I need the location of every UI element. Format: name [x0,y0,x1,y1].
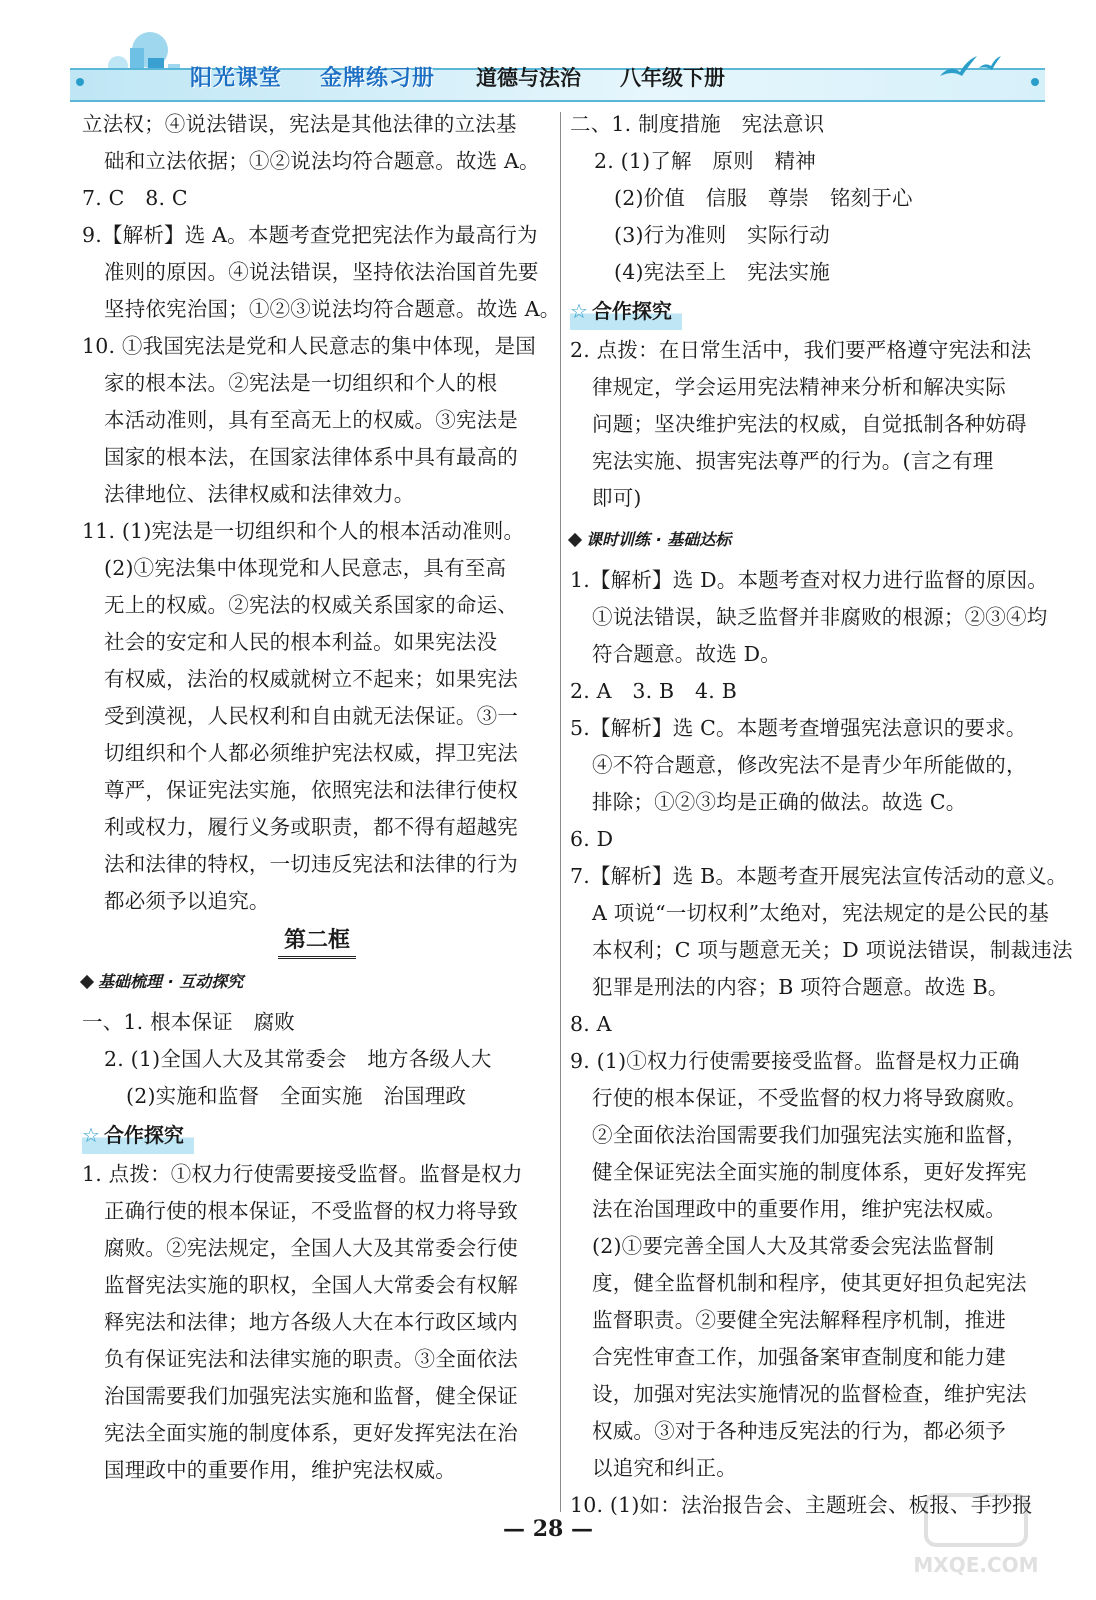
text-line: 监督宪法实施的职权，全国人大常委会有权解 [104,1273,518,1297]
text-line: 社会的安定和人民的根本利益。如果宪法没 [104,630,498,654]
birds-icon [935,46,1005,86]
text-line: 负有保证宪法和法律实施的职责。③全面依法 [104,1347,518,1371]
star-icon: ☆ [82,1123,100,1147]
text-line: (2)①宪法集中体现党和人民意志，具有至高 [104,556,507,580]
section-tag [82,963,552,1000]
text-line: A 项说“一切权利”太绝对，宪法规定的是公民的基 [592,901,1050,925]
text-line: ②全面依法治国需要我们加强宪法实施和监督， [592,1123,1027,1147]
section-tag [570,521,1050,558]
text-line: (2)价值 信服 尊崇 铭刻于心 [614,186,913,210]
text-line: (2)实施和监督 全面实施 治国理政 [126,1084,467,1108]
text-line: 家的根本法。②宪法是一切组织和个人的根 [104,371,498,395]
text-line: 无上的权威。②宪法的权威关系国家的命运、 [104,593,518,617]
text-line: 国家的根本法，在国家法律体系中具有最高的 [104,445,518,469]
text-line: 律规定，学会运用宪法精神来分析和解决实际 [592,375,1006,399]
text-line: 10. ①我国宪法是党和人民意志的集中体现，是国 [82,334,536,358]
text-line: 2. 点拨：在日常生活中，我们要严格遵守宪法和法 [570,338,1032,362]
text-line: 法律地位、法律权威和法律效力。 [104,482,415,506]
text-line: 合宪性审查工作，加强备案审查制度和能力建 [592,1345,1006,1369]
text-line: 1.【解析】选 D。本题考查对权力进行监督的原因。 [570,568,1049,592]
text-line: (3)行为准则 实际行动 [614,223,830,247]
text-line: 度，健全监督机制和程序，使其更好担负起宪法 [592,1271,1027,1295]
text-line: 7.【解析】选 B。本题考查开展宪法宣传活动的意义。 [570,864,1068,888]
text-line: 二、1. 制度措施 宪法意识 [570,112,825,136]
text-line: 11. (1)宪法是一切组织和个人的根本活动准则。 [82,519,525,543]
text-line: 2. (1)全国人大及其常委会 地方各级人大 [104,1047,492,1071]
text-line: 1. 点拨：①权力行使需要接受监督。监督是权力 [82,1162,523,1186]
text-line: (4)宪法至上 宪法实施 [614,260,830,284]
text-line: 9. (1)①权力行使需要接受监督。监督是权力正确 [570,1049,1020,1073]
page-number: — 28 — [503,1516,593,1542]
coop-heading [570,293,682,330]
text-line: 以追究和纠正。 [592,1456,737,1480]
grade-title: 八年级下册 [620,66,725,90]
page-header [70,28,1045,100]
coop-heading-text: 合作探究 [591,299,672,323]
text-line: 立法权；④说法错误，宪法是其他法律的立法基 [82,112,517,136]
text-line: 排除；①②③均是正确的做法。故选 C。 [592,790,967,814]
subject-title: 道德与法治 [476,66,581,90]
text-line: 9.【解析】选 A。本题考查党把宪法作为最高行为 [82,223,538,247]
text-line: 2. (1)了解 原则 精神 [594,149,816,173]
text-line: 受到漠视，人民权利和自由就无法保证。③一 [104,704,518,728]
header-dot-left [76,78,84,86]
text-line: 法和法律的特权，一切违反宪法和法律的行为 [104,852,518,876]
text-line: 释宪法和法律；地方各级人大在本行政区域内 [104,1310,518,1334]
text-line: ④不符合题意，修改宪法不是青少年所能做的， [592,753,1027,777]
brand-title: 阳光课堂 [190,66,283,91]
text-line: 本权利；C 项与题意无关；D 项说法错误，制裁违法 [592,938,1073,962]
text-line: 监督职责。②要健全宪法解释程序机制，推进 [592,1308,1006,1332]
text-line: 国理政中的重要作用，维护宪法权威。 [104,1458,456,1482]
text-line: 6. D [570,827,614,851]
text-line: 7. C 8. C [82,186,188,210]
coop-heading-text: 合作探究 [103,1123,184,1147]
text-line: 一、1. 根本保证 腐败 [82,1010,295,1034]
text-line: 正确行使的根本保证，不受监督的权力将导致 [104,1199,518,1223]
section-tag-text: 基础梳理 · 互动探究 [98,972,244,991]
text-line: 健全保证宪法全面实施的制度体系，更好发挥宪 [592,1160,1027,1184]
diamond-icon [568,533,582,547]
text-line: 8. A [570,1012,612,1036]
text-line: 腐败。②宪法规定，全国人大及其常委会行使 [104,1236,518,1260]
text-line: 权威。③对于各种违反宪法的行为，都必须予 [592,1419,1006,1443]
header-dot-right [1031,78,1039,86]
text-line: 有权威，法治的权威就树立不起来；如果宪法 [104,667,518,691]
text-line: 宪法全面实施的制度体系，更好发挥宪法在治 [104,1421,518,1445]
text-line: 即可) [592,486,642,510]
text-line: 行使的根本保证，不受监督的权力将导致腐败。 [592,1086,1027,1110]
text-line: 问题；坚决维护宪法的权威，自觉抵制各种妨碍 [592,412,1027,436]
text-line: 础和立法依据；①②说法均符合题意。故选 A。 [104,149,540,173]
text-line: 都必须予以追究。 [104,889,270,913]
right-column [570,106,1073,1524]
section-tag-text: 课时训练 · 基础达标 [586,530,732,549]
text-line: 本活动准则，具有至高无上的权威。③宪法是 [104,408,518,432]
text-line: 10. (1)如：法治报告会、主题班会、板报、手抄报 [570,1493,1033,1517]
section-title [82,922,552,959]
text-line: 2. A 3. B 4. B [570,679,737,703]
text-line: 犯罪是刑法的内容；B 项符合题意。故选 B。 [592,975,1009,999]
watermark-text: MXQE.COM [913,1553,1039,1577]
left-column [82,106,561,1489]
text-line: 尊严，保证宪法实施，依照宪法和法律行使权 [104,778,518,802]
text-line: ①说法错误，缺乏监督并非腐败的根源；②③④均 [592,605,1048,629]
star-icon: ☆ [570,299,588,323]
text-line: 符合题意。故选 D。 [592,642,781,666]
text-line: 设，加强对宪法实施情况的监督检查，维护宪法 [592,1382,1027,1406]
watermark-logo [906,1490,1046,1580]
text-line: 坚持依宪治国；①②③说法均符合题意。故选 A。 [104,297,561,321]
diamond-icon [80,975,94,989]
text-line: 治国需要我们加强宪法实施和监督，健全保证 [104,1384,518,1408]
text-line: 切组织和个人都必须维护宪法权威，捍卫宪法 [104,741,518,765]
text-line: (2)①要完善全国人大及其常委会宪法监督制 [592,1234,995,1258]
text-line: 准则的原因。④说法错误，坚持依法治国首先要 [104,260,539,284]
text-line: 宪法实施、损害宪法尊严的行为。(言之有理 [592,449,994,473]
text-line: 法在治国理政中的重要作用，维护宪法权威。 [592,1197,1006,1221]
series-title: 金牌练习册 [320,66,436,91]
text-line: 5.【解析】选 C。本题考查增强宪法意识的要求。 [570,716,1027,740]
text-line: 利或权力，履行义务或职责，都不得有超越宪 [104,815,518,839]
coop-heading [82,1117,194,1154]
section-title-text: 第二框 [278,926,356,959]
